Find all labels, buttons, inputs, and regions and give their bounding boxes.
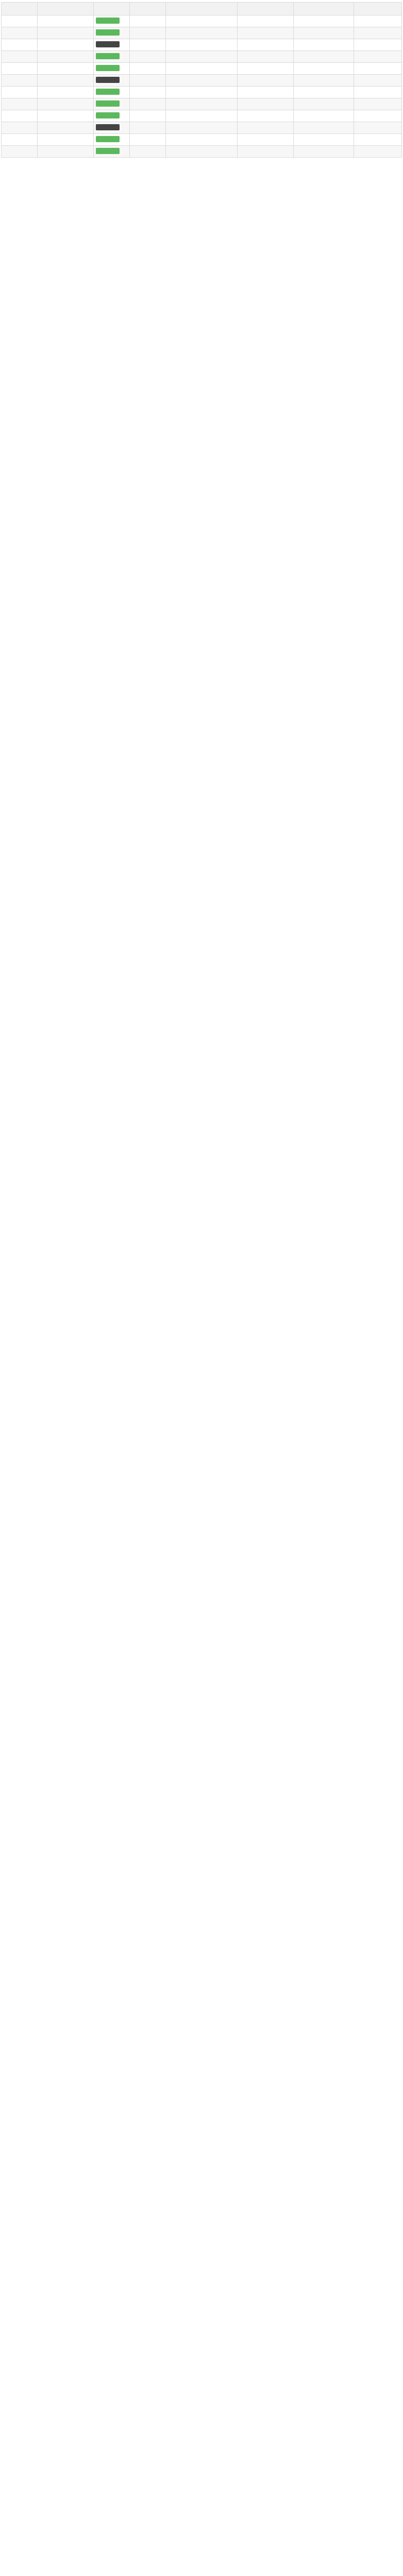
table-cell [37, 87, 93, 98]
table-cell [129, 87, 165, 98]
table-cell [165, 15, 238, 27]
table-cell [165, 134, 238, 146]
table-row [2, 39, 402, 51]
row-badge [96, 53, 120, 59]
column-header [37, 3, 93, 15]
table-cell [2, 98, 38, 110]
table-cell [2, 122, 38, 134]
table-cell [354, 75, 401, 87]
table-cell [93, 146, 129, 158]
table-cell [294, 122, 354, 134]
table-cell [238, 134, 294, 146]
table-cell [354, 87, 401, 98]
table-cell [2, 51, 38, 63]
table-cell [93, 63, 129, 75]
table-cell [294, 146, 354, 158]
table-cell [165, 122, 238, 134]
table-cell [93, 27, 129, 39]
table-cell [37, 98, 93, 110]
table-cell [93, 51, 129, 63]
table-cell [165, 51, 238, 63]
table-cell [93, 110, 129, 122]
column-header [93, 3, 129, 15]
table-cell [165, 110, 238, 122]
column-header [2, 3, 38, 15]
row-badge [96, 148, 120, 154]
table-cell [2, 146, 38, 158]
row-badge [96, 65, 120, 71]
table-cell [2, 110, 38, 122]
page [0, 0, 403, 160]
table-cell [2, 39, 38, 51]
table-row [2, 134, 402, 146]
table-cell [294, 15, 354, 27]
table-cell [165, 27, 238, 39]
table-cell [93, 87, 129, 98]
column-header [238, 3, 294, 15]
table-cell [238, 63, 294, 75]
table-cell [129, 63, 165, 75]
table-cell [238, 27, 294, 39]
table-cell [129, 146, 165, 158]
table-cell [165, 146, 238, 158]
table-row [2, 51, 402, 63]
table-cell [238, 75, 294, 87]
table-cell [354, 15, 401, 27]
compatibility-table [1, 2, 402, 158]
row-badge [96, 112, 120, 118]
table-cell [354, 122, 401, 134]
table-cell [238, 146, 294, 158]
table-cell [354, 134, 401, 146]
table-row [2, 15, 402, 27]
table-row [2, 27, 402, 39]
table-cell [165, 75, 238, 87]
table-cell [238, 98, 294, 110]
table-cell [294, 75, 354, 87]
table-cell [354, 51, 401, 63]
table-cell [238, 39, 294, 51]
table-cell [354, 27, 401, 39]
table-cell [2, 134, 38, 146]
table-cell [129, 110, 165, 122]
table-cell [165, 87, 238, 98]
table-cell [93, 122, 129, 134]
table-cell [129, 27, 165, 39]
column-header [294, 3, 354, 15]
table-cell [2, 63, 38, 75]
table-cell [354, 110, 401, 122]
column-header [165, 3, 238, 15]
table-cell [129, 98, 165, 110]
row-badge [96, 124, 120, 130]
table-cell [93, 39, 129, 51]
table-cell [2, 15, 38, 27]
table-cell [129, 134, 165, 146]
table-cell [37, 75, 93, 87]
table-cell [294, 51, 354, 63]
table-row [2, 63, 402, 75]
table-cell [165, 98, 238, 110]
table-cell [238, 51, 294, 63]
table-cell [354, 146, 401, 158]
row-badge [96, 18, 120, 24]
table-cell [294, 39, 354, 51]
row-badge [96, 29, 120, 36]
table-cell [129, 39, 165, 51]
table-cell [129, 15, 165, 27]
table-header-row [2, 3, 402, 15]
table-cell [93, 75, 129, 87]
table-cell [238, 122, 294, 134]
row-badge [96, 100, 120, 107]
table-cell [2, 27, 38, 39]
table-cell [354, 39, 401, 51]
table-cell [37, 63, 93, 75]
table-cell [354, 98, 401, 110]
table-cell [294, 87, 354, 98]
table-row [2, 98, 402, 110]
table-cell [294, 134, 354, 146]
column-header [129, 3, 165, 15]
table-cell [238, 110, 294, 122]
table-cell [37, 122, 93, 134]
table-cell [37, 110, 93, 122]
row-badge [96, 89, 120, 95]
row-badge [96, 41, 120, 47]
table-cell [294, 27, 354, 39]
table-cell [37, 146, 93, 158]
table-row [2, 75, 402, 87]
table-cell [129, 122, 165, 134]
table-row [2, 110, 402, 122]
table-cell [37, 39, 93, 51]
table-cell [165, 63, 238, 75]
table-row [2, 87, 402, 98]
table-body [2, 15, 402, 158]
table-cell [129, 51, 165, 63]
table-cell [354, 63, 401, 75]
row-badge [96, 77, 120, 83]
row-badge [96, 136, 120, 142]
table-cell [294, 98, 354, 110]
table-cell [93, 15, 129, 27]
table-row [2, 122, 402, 134]
table-cell [37, 134, 93, 146]
table-cell [37, 15, 93, 27]
table-cell [37, 51, 93, 63]
table-cell [2, 87, 38, 98]
table-cell [294, 63, 354, 75]
table-cell [165, 39, 238, 51]
table-cell [93, 134, 129, 146]
table-row [2, 146, 402, 158]
table-cell [294, 110, 354, 122]
table-cell [93, 98, 129, 110]
table-cell [37, 27, 93, 39]
table-cell [129, 75, 165, 87]
table-cell [238, 87, 294, 98]
table-cell [2, 75, 38, 87]
column-header [354, 3, 401, 15]
table-cell [238, 15, 294, 27]
